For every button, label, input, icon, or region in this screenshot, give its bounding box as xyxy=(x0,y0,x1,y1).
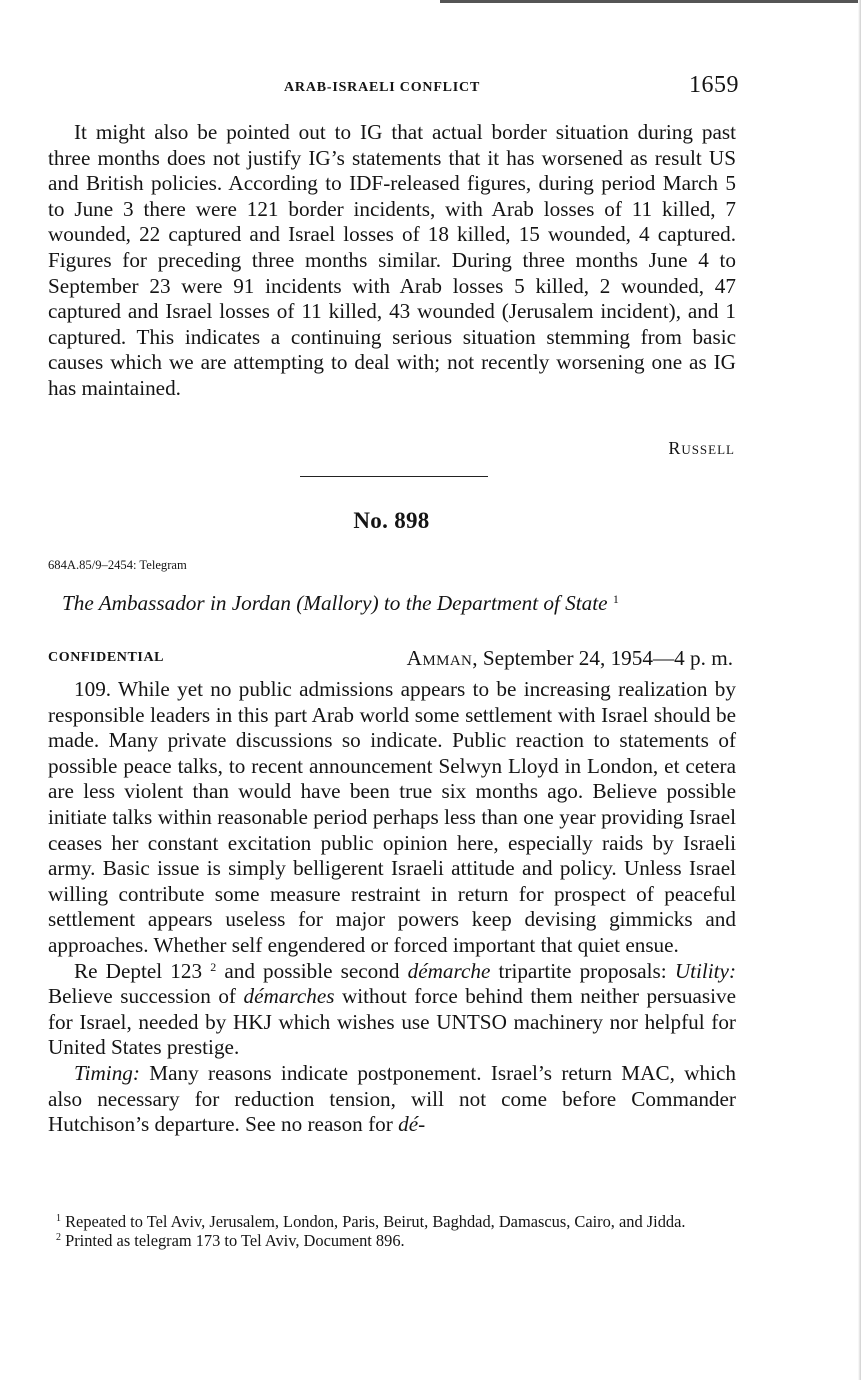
dateline-date: , September 24, 1954—4 p. m. xyxy=(472,646,733,670)
document-number: No. 898 xyxy=(353,508,430,533)
heading-text: The Ambassador in Jordan (Mallory) to the Department of State xyxy=(62,591,608,615)
para3-text-b: Many reasons indicate postponement. Israel’s return MAC, which also necessary for reduction tension, will not come before Commander Hutchison’s departure. See no reason for xyxy=(48,1060,736,1137)
telegram-paragraph-1: 109. While yet no public admissions appears to be increasing realization by responsible leaders in this part Arab world some settlement with Israel should be made. Many private discussions so indicate. Public reaction to statements of possible peace talks, to recent announcement Selwyn Lloyd in London, et cetera are less violent than would have been true six months ago. Believe possible initiate talks within reasonable period perhaps less than one year providing Israel ceases her constant excitation public opinion here, especially raids by Israeli army. Basic issue is simply belligerent Israeli attitude and policy. Unless Israel willing contribute some measure restraint in return for prospect of peaceful settlement appears useless for major powers keep devising gimmicks and approaches. Whether self engendered or forced important that quiet ensue. xyxy=(48,677,736,957)
footnote-marker-2: 2 xyxy=(210,959,217,974)
top-edge-rule xyxy=(440,0,861,3)
para2-text-b: and possible second xyxy=(216,958,408,983)
footnote-1 xyxy=(40,1212,730,1231)
para3-italic-timing: Timing: xyxy=(74,1060,140,1085)
para2-text-d: tripartite proposals: xyxy=(490,958,675,983)
classification-label: CONFIDENTIAL xyxy=(48,650,165,665)
para3-italic-de: dé- xyxy=(398,1112,426,1137)
dateline xyxy=(407,646,733,671)
file-reference: 684A.85/9–2454: Telegram xyxy=(48,558,187,572)
para2-text-a: Re Deptel 123 xyxy=(74,958,203,983)
telegram-paragraph-3 xyxy=(48,1061,736,1138)
running-head: ARAB-ISRAELI CONFLICT xyxy=(284,80,481,95)
para2-italic-demarche: démarche xyxy=(407,958,491,983)
dateline-place: Amman xyxy=(406,646,473,670)
footnote-1-mark: 1 xyxy=(56,1213,61,1224)
section-divider xyxy=(300,476,488,477)
page-number: 1659 xyxy=(689,72,739,98)
footnotes xyxy=(40,1212,730,1250)
footnote-1-text: Repeated to Tel Aviv, Jerusalem, London, Paris, Beirut, Baghdad, Damascus, Cairo, and Jidda. xyxy=(65,1212,686,1231)
telegram-body xyxy=(48,677,736,1138)
para2-italic-demarches: démarches xyxy=(243,984,335,1009)
footnote-2-mark: 2 xyxy=(56,1232,61,1243)
document-heading xyxy=(62,591,619,616)
para2-text-f: Believe succession of xyxy=(48,984,244,1009)
para2-text-h: without force behind them neither persuasive for Israel, needed by HKJ which wishes use UNTSO machinery nor helpful for United States prestige. xyxy=(48,984,736,1060)
footnote-2 xyxy=(40,1231,730,1250)
para2-italic-utility: Utility: xyxy=(674,958,737,983)
heading-footnote-marker: 1 xyxy=(612,592,619,606)
footnote-2-text: Printed as telegram 173 to Tel Aviv, Document 896. xyxy=(65,1231,405,1250)
paragraph-continuation: It might also be pointed out to IG that actual border situation during past three months does not justify IG’s statements that it has worsened as result US and British policies. According to IDF-released figures, during period March 5 to June 3 there were 121 border incidents, with Arab losses of 11 killed, 7 wounded, 22 captured and Israel losses of 18 killed, 15 wounded, 4 captured. Figures for preceding three months similar. During three months June 4 to September 23 were 91 incidents with Arab losses 5 killed, 2 wounded, 47 captured and Israel losses of 11 killed, 43 wounded (Jerusalem incident), and 1 captured. This indicates a continuing serious situation stemming from basic causes which we are attempting to deal with; not recently worsening one as IG has maintained. xyxy=(48,120,736,400)
signature: Russell xyxy=(668,438,735,458)
telegram-paragraph-2 xyxy=(48,959,736,1061)
previous-document-text xyxy=(48,120,736,402)
